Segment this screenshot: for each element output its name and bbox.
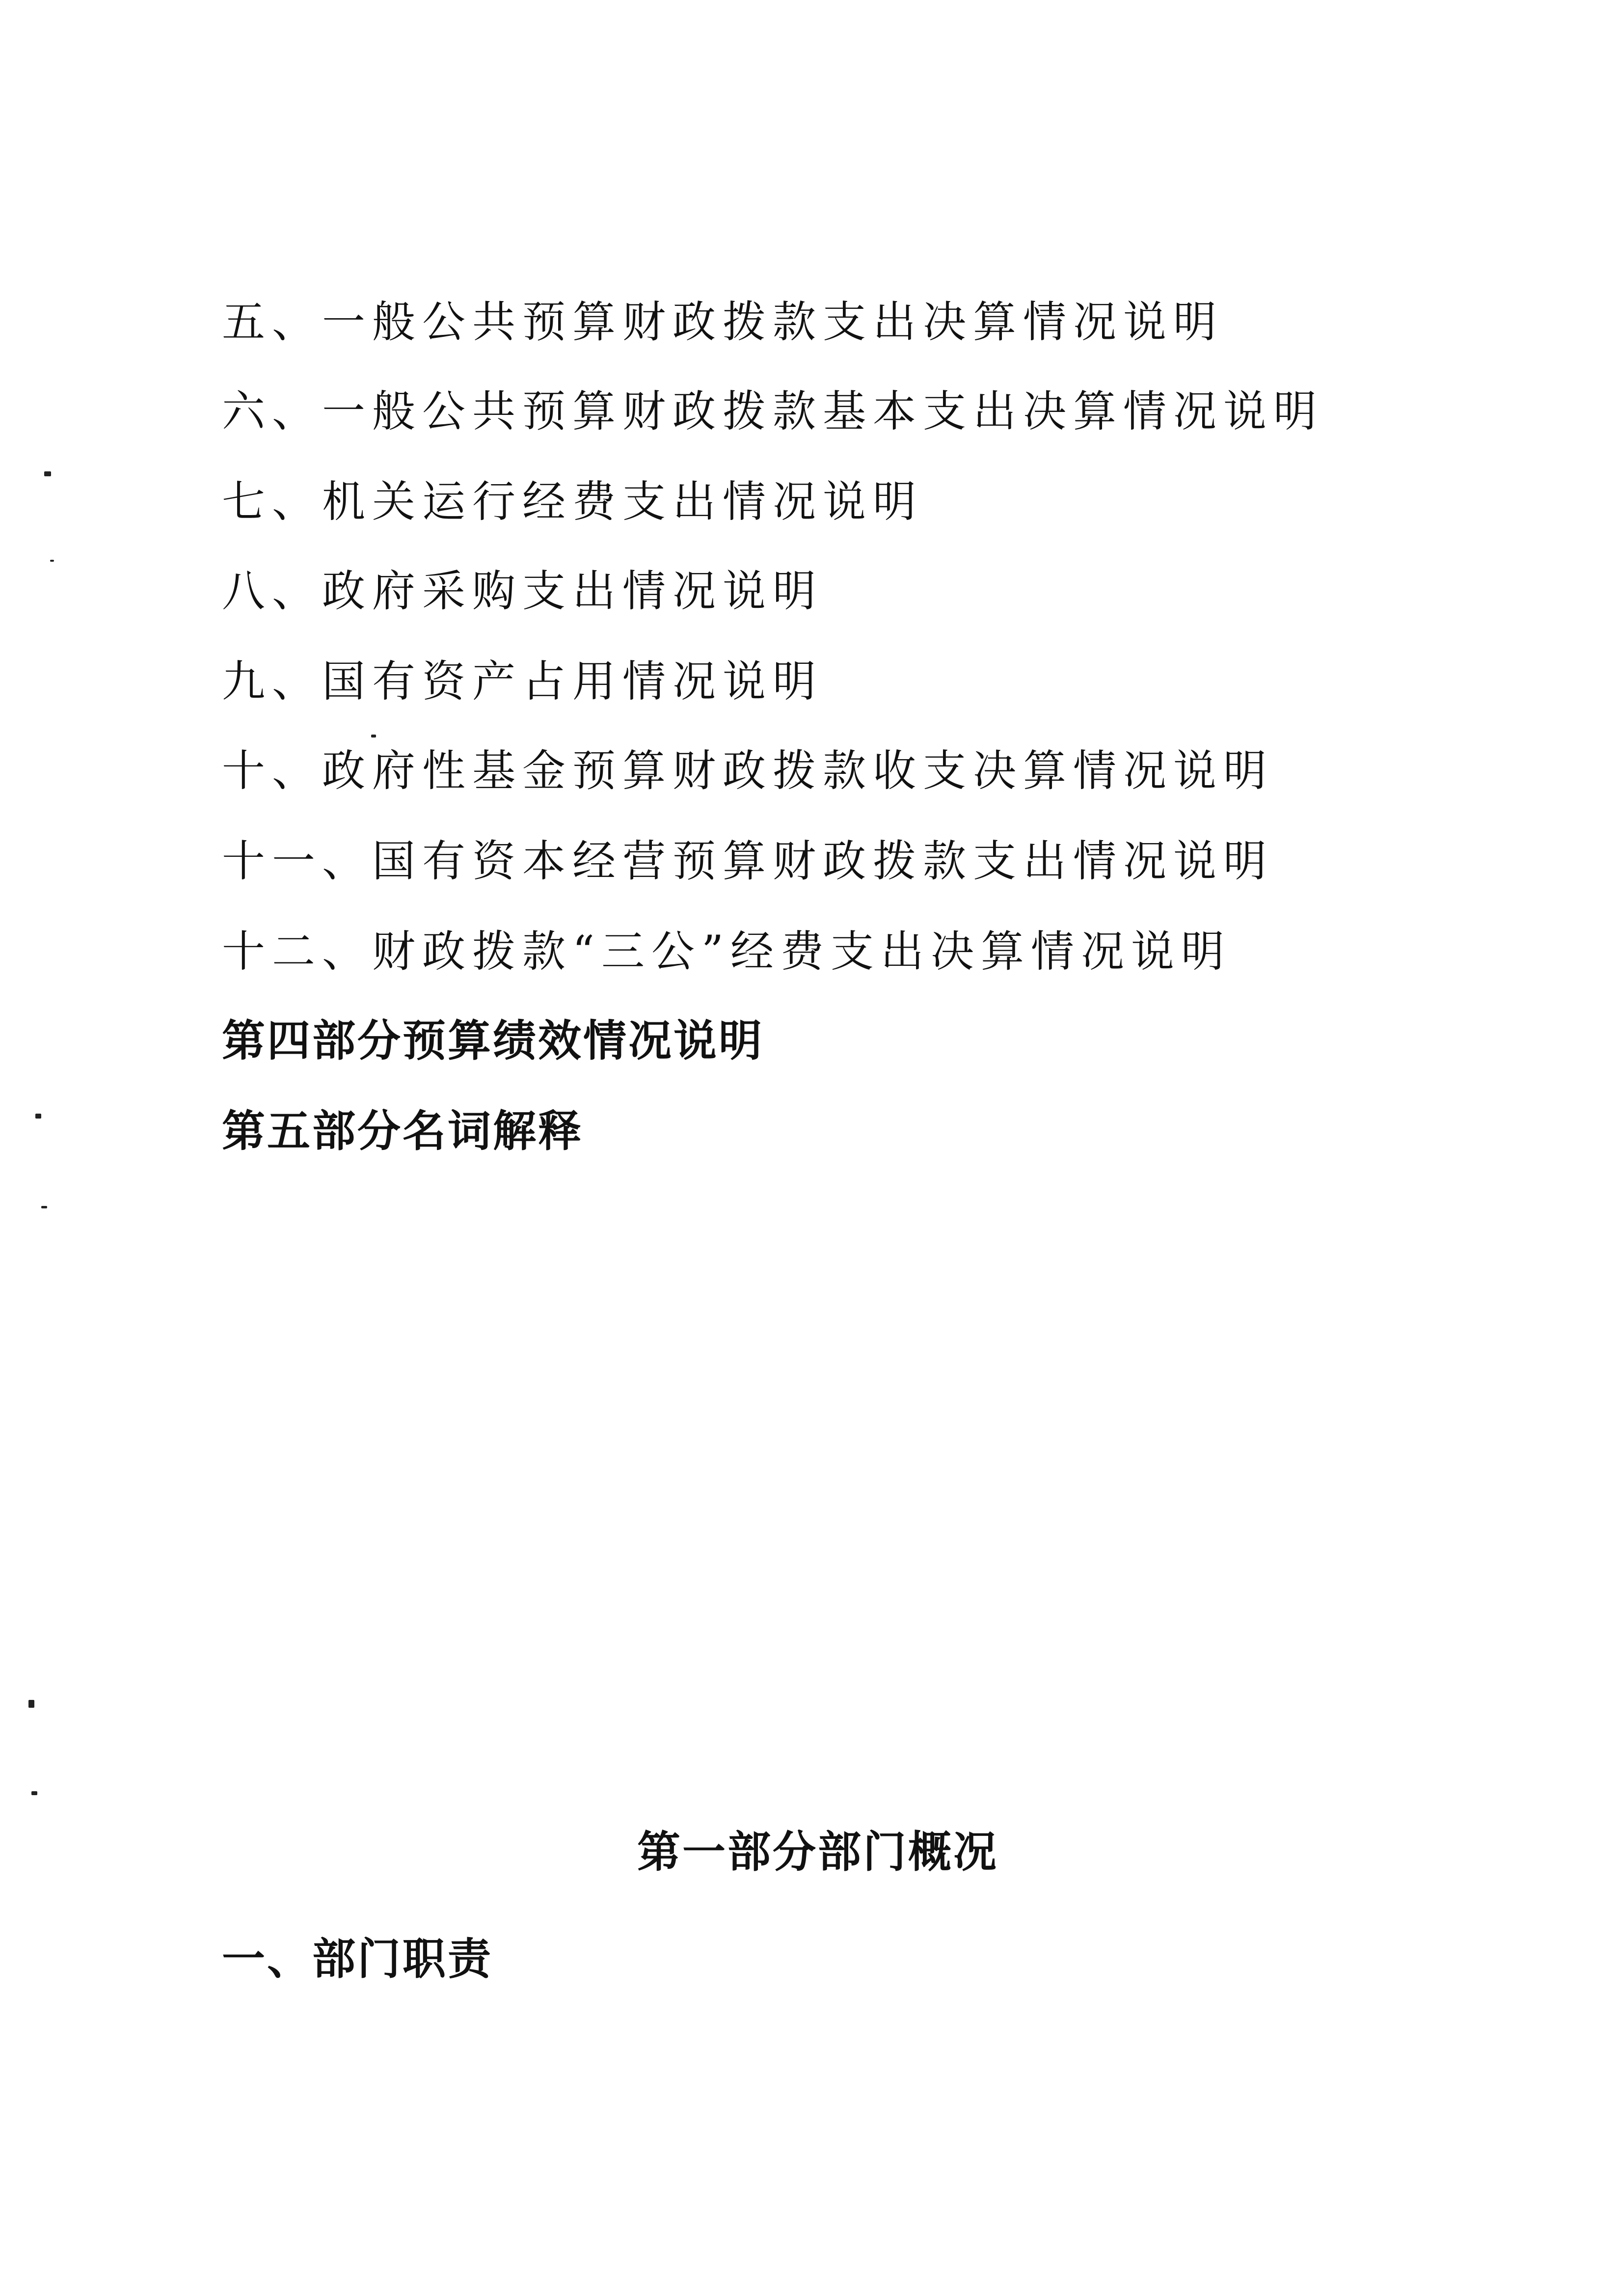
scan-speck xyxy=(35,1114,41,1119)
section-heading: 一、部门职责 xyxy=(222,1934,493,1984)
toc-item-10: 十、政府性基金预算财政拨款收支决算情况说明 xyxy=(222,745,1274,796)
toc-item-7: 七、机关运行经费支出情况说明 xyxy=(222,476,923,527)
section-title: 第一部分部门概况 xyxy=(637,1827,998,1877)
scan-speck xyxy=(28,1700,34,1708)
scan-speck xyxy=(41,1206,47,1208)
scan-speck xyxy=(44,471,51,476)
toc-item-6: 六、一般公共预算财政拨款基本支出决算情况说明 xyxy=(222,386,1324,437)
scan-speck xyxy=(371,735,376,738)
toc-item-5: 五、一般公共预算财政拨款支出决算情况说明 xyxy=(222,297,1224,347)
toc-item-12: 十二、财政拨款“三公”经费支出决算情况说明 xyxy=(222,926,1231,977)
toc-item-9: 九、国有资产占用情况说明 xyxy=(222,656,823,707)
toc-part-4: 第四部分预算绩效情况说明 xyxy=(222,1015,764,1066)
scan-speck xyxy=(31,1791,37,1795)
toc-item-8: 八、政府采购支出情况说明 xyxy=(222,566,823,616)
toc-part-5: 第五部分名词解释 xyxy=(222,1106,584,1156)
toc-item-11: 十一、国有资本经营预算财政拨款支出情况说明 xyxy=(222,836,1274,886)
scan-speck xyxy=(50,560,54,562)
